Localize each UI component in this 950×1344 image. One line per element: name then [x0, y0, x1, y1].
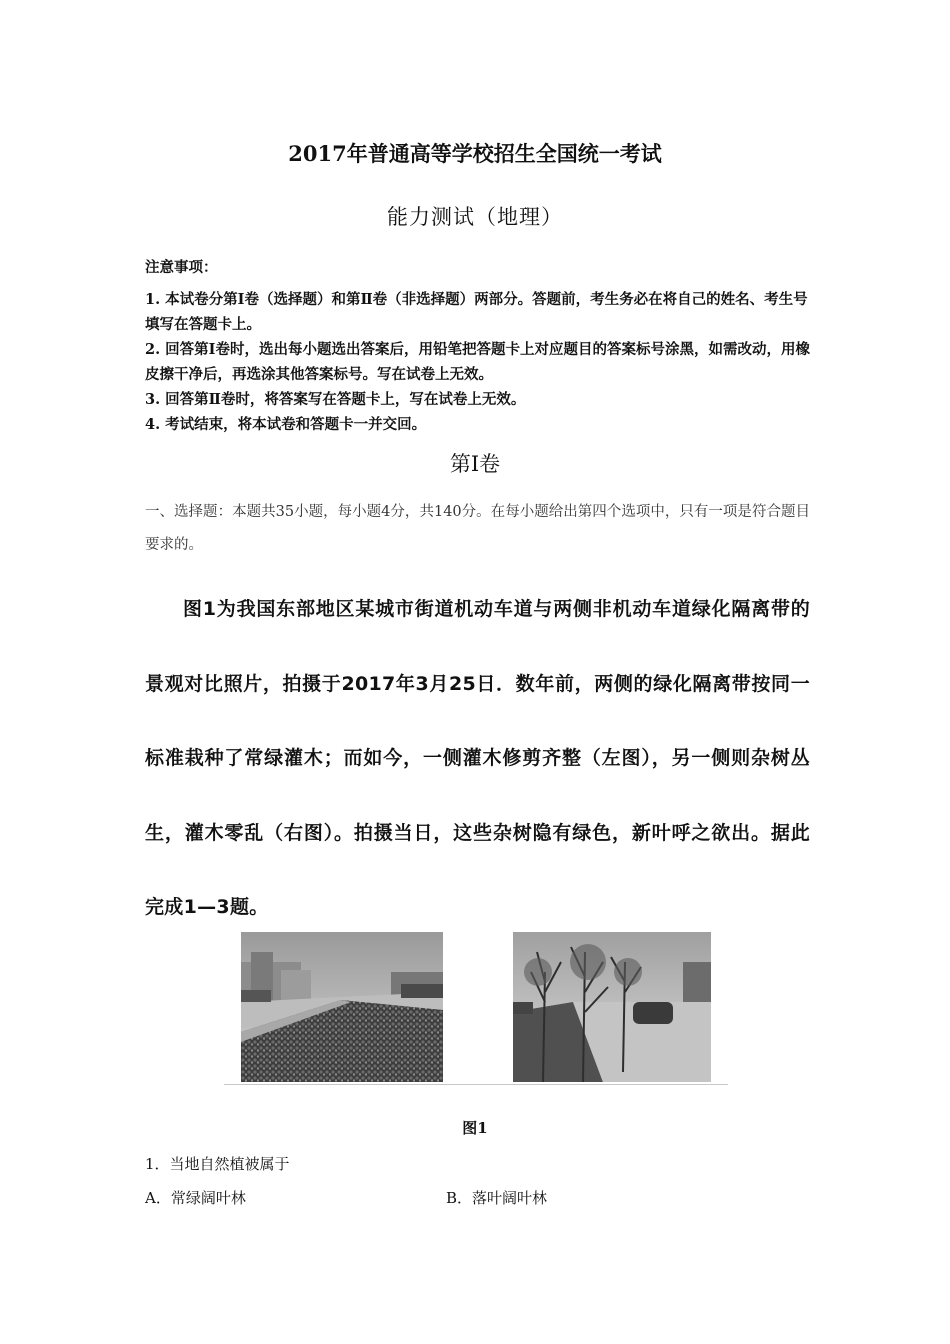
notes-list: [145, 287, 815, 437]
section-instructions: 一、选择题：本题共35小题，每小题4分，共140分。在每小题给出第四个选项中，只有一项是符合题目要求的。: [145, 504, 810, 553]
figure-1: [224, 926, 728, 1086]
section-title: 第Ⅰ卷: [449, 452, 501, 476]
note-item-4: 4. 考试结束，将本试卷和答题卡一并交回。: [145, 416, 427, 433]
photo-left-image: [241, 932, 443, 1082]
exam-title: 2017年普通高等学校招生全国统一考试: [288, 141, 662, 166]
figure-baseline: [224, 1084, 728, 1085]
option-b: B．落叶阔叶林: [446, 1189, 548, 1207]
exam-subtitle: 能力测试（地理）: [387, 205, 563, 229]
option-a: A．常绿阔叶林: [145, 1189, 246, 1207]
note-item-1: 1. 本试卷分第Ⅰ卷（选择题）和第Ⅱ卷（非选择题）两部分。答题前，考生务必在将自己的姓名、考生号填写在答题卡上。: [145, 291, 808, 333]
photo-right-image: [513, 932, 711, 1082]
question-passage: 图1为我国东部地区某城市街道机动车道与两侧非机动车道绿化隔离带的景观对比照片，拍摄于2017年3月25日．数年前，两侧的绿化隔离带按同一标准栽种了常绿灌木；而如今，一侧灌木修剪齐整（左图），另一侧则杂树丛生，灌木零乱（右图）。拍摄当日，这些杂树隐有绿色，新叶呼之欲出。据此完成1—3题。: [145, 598, 810, 918]
figure-caption: 图1: [462, 1119, 488, 1137]
figure-photo-right-mixed-trees: [513, 932, 711, 1082]
notes-heading: 注意事项：: [145, 259, 218, 276]
note-item-3: 3. 回答第Ⅱ卷时，将答案写在答题卡上，写在试卷上无效。: [145, 391, 526, 408]
note-item-2: 2. 回答第Ⅰ卷时，选出每小题选出答案后，用铅笔把答题卡上对应题目的答案标号涂黑，如需改动，用橡皮擦干净后，再选涂其他答案标号。写在试卷上无效。: [145, 341, 810, 383]
figure-photo-left-trimmed-hedge: [241, 932, 443, 1082]
question-1-stem: 1．当地自然植被属于: [145, 1155, 290, 1173]
